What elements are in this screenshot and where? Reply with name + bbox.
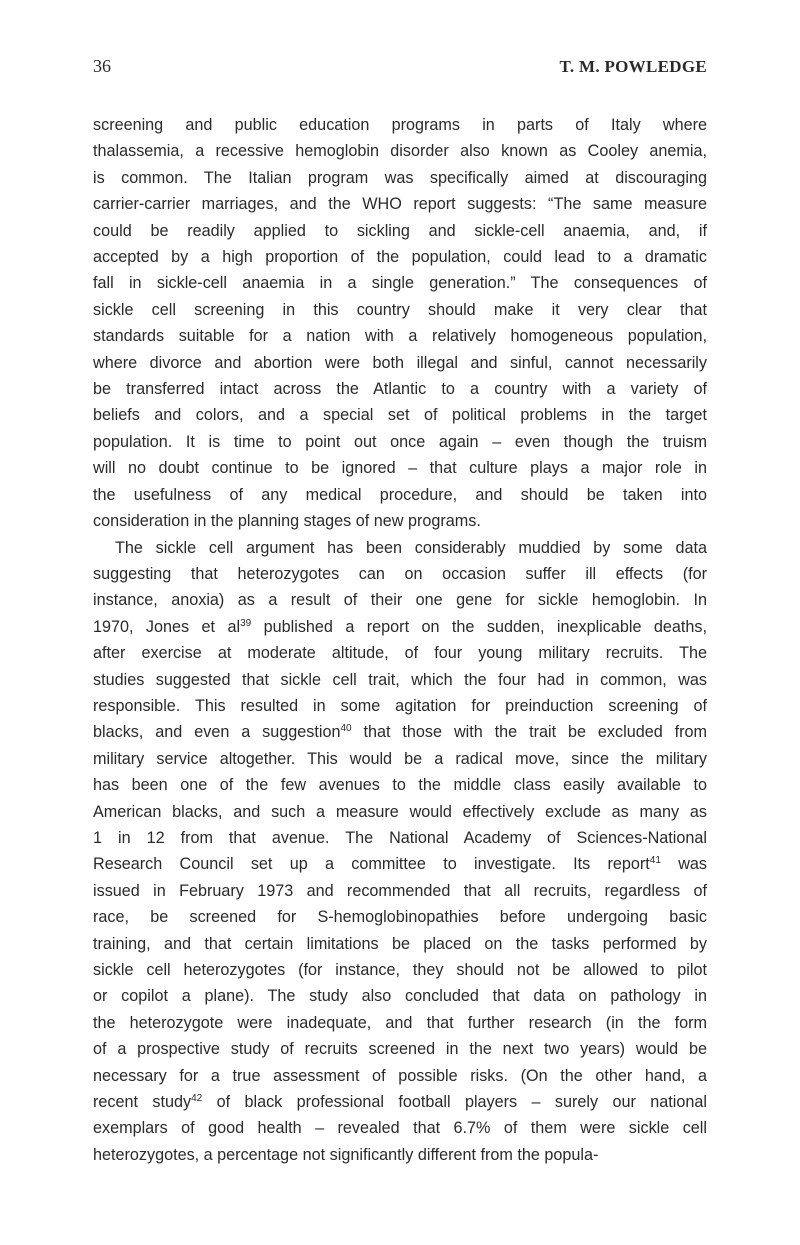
text-run: exemplars of good health – revealed that 6.7% of them were sickle cell: [93, 1119, 707, 1138]
text-line: [93, 402, 707, 428]
text-run: The sickle cell argument has been considerably muddied by some data: [115, 538, 707, 557]
text-line: [93, 1115, 707, 1141]
text-run: of black professional football players – surely our national: [202, 1093, 707, 1112]
text-run: carrier-carrier marriages, and the WHO report suggests: “The same measure: [93, 195, 707, 214]
text-run: could be readily applied to sickling and sickle-cell anaemia, and, if: [93, 221, 707, 240]
text-line: [93, 1036, 707, 1062]
text-line: [93, 323, 707, 349]
running-head: T. M. POWLEDGE: [559, 57, 707, 76]
text-line: [93, 1142, 707, 1168]
text-run: population. It is time to point out once again – even though the truism: [93, 432, 707, 451]
text-line: [93, 1063, 707, 1089]
text-line: [93, 429, 707, 455]
page-number: 36: [93, 56, 111, 76]
text-line: [93, 640, 707, 666]
text-run: is common. The Italian program was specifically aimed at discouraging: [93, 168, 707, 187]
text-line: [93, 614, 707, 640]
body-text: [93, 112, 707, 1168]
text-run: American blacks, and such a measure would effectively exclude as many as: [93, 802, 707, 821]
text-line: [93, 878, 707, 904]
text-run: military service altogether. This would be a radical move, since the military: [93, 749, 707, 768]
text-line: [93, 983, 707, 1009]
text-run: after exercise at moderate altitude, of four young military recruits. The: [93, 644, 707, 663]
text-line: [93, 270, 707, 296]
text-run: 1 in 12 from that avenue. The National Academy of Sciences-National: [93, 828, 707, 847]
text-line: [93, 1010, 707, 1036]
text-line: [93, 719, 707, 745]
text-run: consideration in the planning stages of new programs.: [93, 512, 481, 531]
text-run: will no doubt continue to be ignored – that culture plays a major role in: [93, 459, 707, 478]
text-run: responsible. This resulted in some agitation for preinduction screening of: [93, 696, 707, 715]
text-line: [93, 482, 707, 508]
footnote-reference: 40: [340, 723, 352, 735]
text-run: or copilot a plane). The study also concluded that data on pathology in: [93, 987, 707, 1006]
text-line: [93, 112, 707, 138]
text-run: issued in February 1973 and recommended that all recruits, regardless of: [93, 881, 707, 900]
text-line: [93, 667, 707, 693]
text-line: [93, 772, 707, 798]
text-line: [93, 191, 707, 217]
text-run: studies suggested that sickle cell trait, which the four had in common, was: [93, 670, 707, 689]
text-line: [93, 165, 707, 191]
text-line: [93, 587, 707, 613]
text-line: [93, 957, 707, 983]
text-line: [93, 244, 707, 270]
footnote-reference: 39: [240, 617, 252, 629]
text-line: [93, 693, 707, 719]
text-run: standards suitable for a nation with a relatively homogeneous population,: [93, 327, 707, 346]
text-run: blacks, and even a suggestion: [93, 723, 341, 742]
text-run: has been one of the few avenues to the middle class easily available to: [93, 776, 707, 795]
text-line: [93, 455, 707, 481]
text-run: where divorce and abortion were both illegal and sinful, cannot necessarily: [93, 353, 707, 372]
text-run: instance, anoxia) as a result of their one gene for sickle hemoglobin. In: [93, 591, 707, 610]
text-run: of a prospective study of recruits screened in the next two years) would be: [93, 1040, 707, 1059]
text-line: [93, 376, 707, 402]
text-line: [93, 825, 707, 851]
text-line: [93, 297, 707, 323]
text-line: [93, 851, 707, 877]
text-run: that those with the trait be excluded from: [351, 723, 707, 742]
text-run: sickle cell screening in this country should make it very clear that: [93, 300, 707, 319]
text-line: [93, 508, 707, 534]
footnote-reference: 41: [649, 855, 661, 867]
footnote-reference: 42: [191, 1093, 203, 1105]
text-line: [93, 218, 707, 244]
text-run: suggesting that heterozygotes can on occasion suffer ill effects (for: [93, 564, 707, 583]
text-line: [93, 904, 707, 930]
paragraph: [93, 112, 707, 535]
text-line: [93, 138, 707, 164]
paragraph: [93, 535, 707, 1169]
text-line: [93, 350, 707, 376]
text-run: Research Council set up a committee to investigate. Its report: [93, 855, 650, 874]
text-run: the usefulness of any medical procedure, and should be taken into: [93, 485, 707, 504]
text-run: accepted by a high proportion of the population, could lead to a dramatic: [93, 248, 707, 267]
text-run: necessary for a true assessment of possible risks. (On the other hand, a: [93, 1066, 707, 1085]
text-line: [93, 535, 707, 561]
text-run: training, and that certain limitations be placed on the tasks performed by: [93, 934, 707, 953]
text-run: recent study: [93, 1093, 192, 1112]
text-run: 1970, Jones et al: [93, 617, 241, 636]
text-run: sickle cell heterozygotes (for instance, they should not be allowed to pilot: [93, 961, 707, 979]
text-line: [93, 1089, 707, 1115]
text-line: [93, 931, 707, 957]
text-run: race, be screened for S-hemoglobinopathies before undergoing basic: [93, 908, 707, 927]
text-run: screening and public education programs in parts of Italy where: [93, 116, 707, 134]
text-run: published a report on the sudden, inexplicable deaths,: [251, 617, 707, 636]
text-run: fall in sickle-cell anaemia in a single generation.” The consequences of: [93, 274, 707, 293]
text-line: [93, 561, 707, 587]
text-run: beliefs and colors, and a special set of political problems in the target: [93, 406, 707, 425]
text-run: the heterozygote were inadequate, and that further research (in the form: [93, 1013, 707, 1032]
page-header: [93, 56, 707, 77]
text-line: [93, 746, 707, 772]
text-run: be transferred intact across the Atlantic to a country with a variety of: [93, 380, 707, 399]
text-run: thalassemia, a recessive hemoglobin disorder also known as Cooley anemia,: [93, 142, 707, 161]
text-line: [93, 799, 707, 825]
text-run: was: [660, 855, 707, 874]
text-run: heterozygotes, a percentage not significantly different from the popula-: [93, 1145, 599, 1164]
